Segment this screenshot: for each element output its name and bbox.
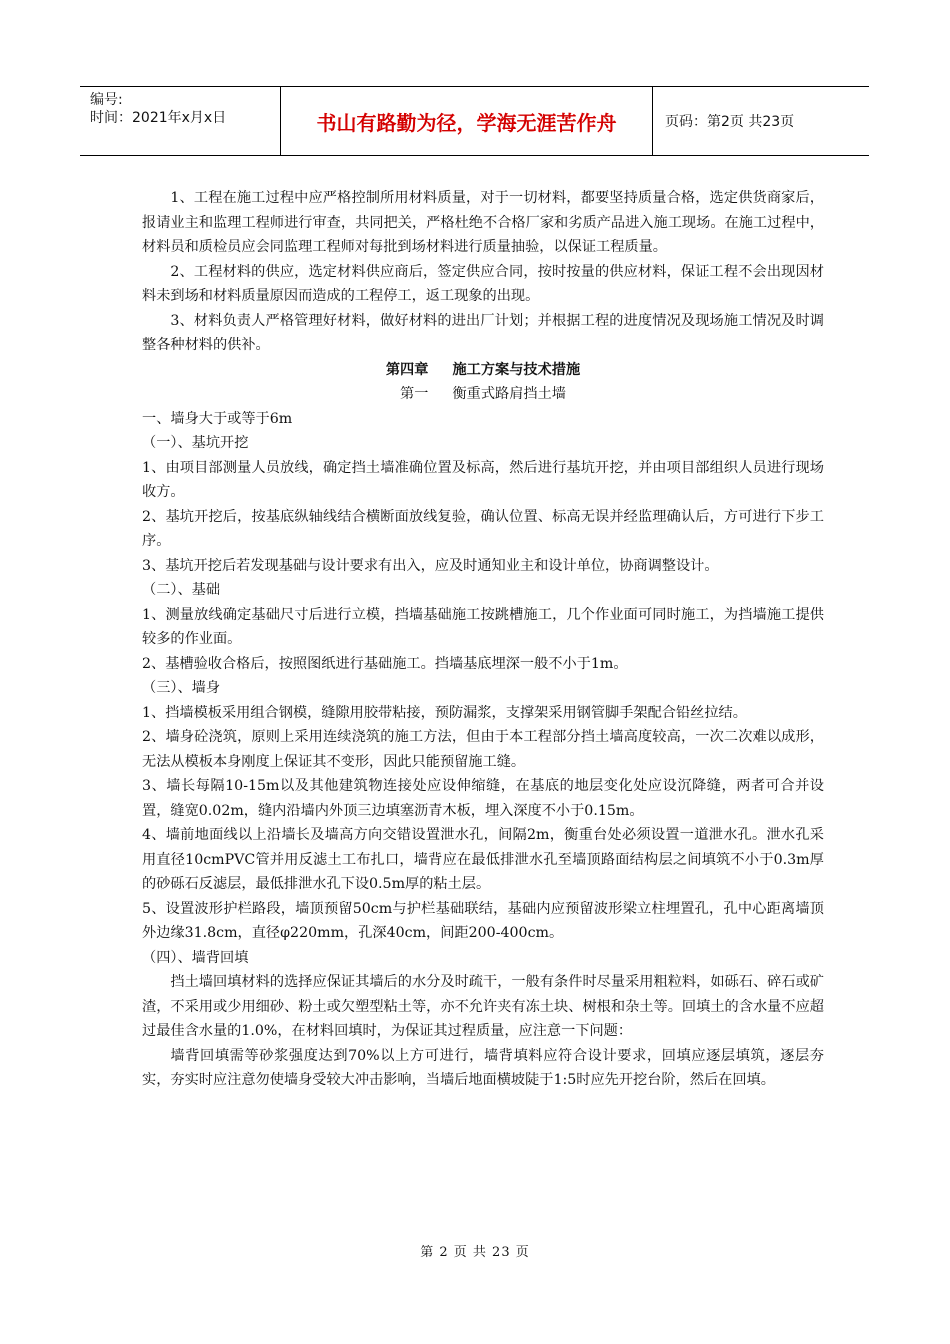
section-number: 第一 <box>400 386 429 402</box>
item-excavation-3: 3、基坑开挖后若发现基础与设计要求有出入，应及时通知业主和设计单位，协商调整设计。 <box>142 557 719 574</box>
chapter-number: 第四章 <box>385 361 429 378</box>
page-footer: 第 2 页 共 23 页 <box>420 1245 530 1260</box>
chapter-title: 施工方案与技术措施 <box>452 361 581 378</box>
header-motto: 书山有路勤为径，学海无涯苦作舟 <box>280 87 653 155</box>
paragraph-backfill-procedure: 墙背回填需等砂浆强度达到70%以上方可进行，墙背填料应符合设计要求，回填应逐层填筑，逐层夯实，夯实时应注意勿使墙身受较大冲击影响，当墙后地面横坡陡于1:5时应先开挖台阶，然后在回填。 <box>142 1047 824 1088</box>
paragraph-backfill-material: 挡土墙回填材料的选择应保证其墙后的水分及时疏干，一般有条件时尽量采用粗粒料，如砾石、碎石或矿渣，不采用或少用细砂、粉土或欠塑型粘土等，亦不允许夹有冻土块、树根和杂土等。回填土的含水量不应超过最佳含水量的1.0%，在材料回填时，为保证其过程质量，应注意一下问题： <box>142 974 824 1039</box>
paragraph-material-supply: 2、工程材料的供应，选定材料供应商后，签定供应合同，按时按量的供应材料，保证工程不会出现因材料未到场和材料质量原因而造成的工程停工，返工现象的出现。 <box>142 263 824 304</box>
paragraph-material-management: 3、材料负责人严格管理好材料，做好材料的进出厂计划；并根据工程的进度情况及现场施工情况及时调整各种材料的供补。 <box>142 312 824 353</box>
chapter-heading <box>142 358 824 383</box>
paragraph-material-quality: 1、工程在施工过程中应严格控制所用材料质量，对于一切材料，都要坚持质量合格，选定供货商家后，报请业主和监理工程师进行审查，共同把关，严格杜绝不合格厂家和劣质产品进入施工现场。在施工过程中，材料员和质检员应会同监理工程师对每批到场材料进行质量抽验，以保证工程质量。 <box>142 190 824 255</box>
date-label: 时间：2021年x月x日 <box>90 110 227 126</box>
item-wall-body-5: 5、设置波形护栏路段，墙顶预留50cm与护栏基础联结，基础内应预留波形梁立柱埋置孔，孔中心距离墙顶外边缘31.8cm，直径φ220mm，孔深40cm，间距200-400cm。 <box>142 900 824 941</box>
subheading-backfill: （四）、墙背回填 <box>142 949 249 966</box>
document-body <box>142 186 824 1093</box>
item-wall-body-1: 1、挡墙模板采用组合钢模，缝隙用胶带粘接，预防漏浆，支撑架采用钢管脚手架配合铅丝拉结。 <box>142 704 747 721</box>
header-meta <box>80 87 280 155</box>
item-wall-body-2: 2、墙身砼浇筑，原则上采用连续浇筑的施工方法，但由于本工程部分挡土墙高度较高，一次二次难以成形，无法从模板本身刚度上保证其不变形，因此只能预留施工缝。 <box>142 729 824 770</box>
subheading-excavation: （一）、基坑开挖 <box>142 435 249 451</box>
subheading-wall-body: （三）、墙身 <box>142 680 221 696</box>
section-heading <box>142 382 824 407</box>
header-page-info: 页码：第2页 共23页 <box>665 114 795 130</box>
item-foundation-2: 2、基槽验收合格后，按照图纸进行基础施工。挡墙基底埋深一般不小于1m。 <box>142 655 628 672</box>
section-title: 衡重式路肩挡土墙 <box>452 386 566 402</box>
page-header <box>80 86 869 156</box>
item-excavation-1: 1、由项目部测量人员放线，确定挡土墙准确位置及标高，然后进行基坑开挖，并由项目部组织人员进行现场收方。 <box>142 459 824 500</box>
item-excavation-2: 2、基坑开挖后，按基底纵轴线结合横断面放线复验，确认位置、标高无误并经监理确认后，方可进行下步工序。 <box>142 508 824 549</box>
item-wall-body-3: 3、墙长每隔10-15m以及其他建筑物连接处应设伸缩缝，在基底的地层变化处应设沉降缝，两者可合并设置，缝宽0.02m，缝内沿墙内外顶三边填塞沥青木板，埋入深度不小于0.15m。 <box>142 778 824 819</box>
subheading-foundation: （二）、基础 <box>142 582 221 598</box>
item-wall-body-4: 4、墙前地面线以上沿墙长及墙高方向交错设置泄水孔，间隔2m，衡重台处必须设置一道泄水孔。泄水孔采用直径10cmPVC管并用反滤土工布扎口，墙背应在最低排泄水孔至墙顶路面结构层之间填筑不小于0.3m厚的砂砾石反滤层，最低排泄水孔下设0.5m厚的粘土层。 <box>142 827 824 892</box>
serial-number-label: 编号: <box>90 92 123 108</box>
heading-wall-height: 一、墙身大于或等于6m <box>142 410 293 427</box>
item-foundation-1: 1、测量放线确定基础尺寸后进行立模，挡墙基础施工按跳槽施工，几个作业面可同时施工，为挡墙施工提供较多的作业面。 <box>142 606 824 647</box>
